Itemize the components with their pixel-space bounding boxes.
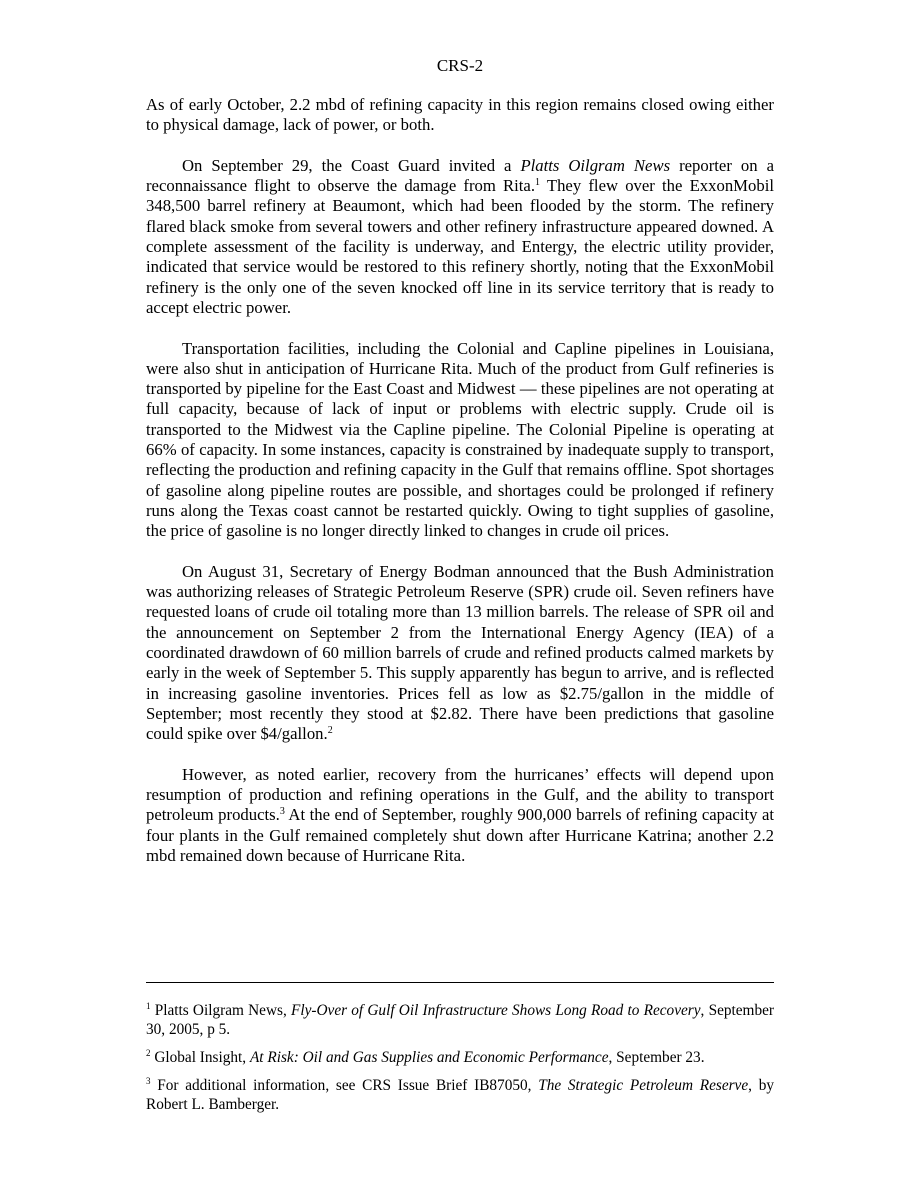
footnote-text: , September 30, 2005, p 5. — [146, 1002, 774, 1038]
paragraph-2-text: They flew over the ExxonMobil 348,500 barrel refinery at Beaumont, which had been flooded by the storm. The refinery flared black smoke from several towers and other refinery infrastructure appeared downed. A complete assessment of the facility is underway, and Entergy, the electric utility provider, indicated that service would be restored to this refinery shortly, noting that the ExxonMobil refinery is the only one of the seven knocked off line in its service territory that is ready to accept electric power. — [146, 176, 774, 317]
footnote-title: At Risk: Oil and Gas Supplies and Economic Performance — [249, 1049, 609, 1066]
footnote-3 — [146, 1076, 774, 1114]
paragraph-2-text: On September 29, the Coast Guard invited a — [182, 155, 521, 175]
footnote-text: Platts Oilgram News, — [150, 1002, 291, 1019]
footnote-number: 1 — [146, 1001, 151, 1011]
footnote-text: , by Robert L. Bamberger. — [146, 1077, 774, 1113]
paragraph-4-text: On August 31, Secretary of Energy Bodman announced that the Bush Administration was authorizing releases of Strategic Petroleum Reserve (SPR) crude oil. Seven refiners have requested loans of crude oil totaling more than 13 million barrels. The release of SPR oil and the announcement on September 2 from the International Energy Agency (IEA) of a coordinated drawdown of 60 million barrels of crude and refined products calmed markets by early in the week of September 5. This supply apparently has begun to arrive, and is reflected in increasing gasoline inventories. Prices fell as low as $2.75/gallon in the middle of September; most recently they stood at $2.82. There have been predictions that gasoline could spike over $4/gallon. — [146, 561, 774, 744]
publication-title: Platts Oilgram News — [520, 155, 671, 175]
page-header: CRS-2 — [436, 56, 484, 75]
footnote-text: Global Insight, — [150, 1049, 250, 1066]
footnote-ref-2[interactable]: 2 — [327, 725, 333, 737]
paragraph-1: As of early October, 2.2 mbd of refining capacity in this region remains closed owing either to physical damage, lack of power, or both. — [146, 95, 774, 135]
document-body — [146, 95, 774, 887]
footnote-title: The Strategic Petroleum Reserve — [538, 1077, 749, 1094]
paragraph-5-text: However, as noted earlier, recovery from the hurricanes’ effects will depend upon resumption of production and refining operations in the Gulf, and the ability to transport petroleum products. — [146, 764, 774, 825]
paragraph-3: Transportation facilities, including the Colonial and Capline pipelines in Louisiana, were also shut in anticipation of Hurricane Rita. Much of the product from Gulf refineries is transported by pipeline for the East Coast and Midwest — these pipelines are not operating at full capacity, because of lack of input or problems with electric supply. Crude oil is transported to the Midwest via the Capline pipeline. The Colonial Pipeline is operating at 66% of capacity. In some instances, capacity is constrained by inadequate supply to transport, reflecting the production and refining capacity in the Gulf that remains offline. Spot shortages of gasoline along pipeline routes are possible, and shortages could be prolonged if refinery runs along the Texas coast cannot be restarted quickly. Owing to tight supplies of gasoline, the price of gasoline is no longer directly linked to changes in crude oil prices. — [146, 338, 774, 541]
footnotes — [146, 1001, 774, 1123]
paragraph-5-text: At the end of September, roughly 900,000 barrels of refining capacity at four plants in the Gulf remained completely shut down after Hurricane Katrina; another 2.2 mbd remained down because of Hurricane Rita. — [146, 805, 775, 865]
footnote-number: 2 — [146, 1048, 151, 1058]
footnote-2 — [146, 1048, 774, 1067]
paragraph-2 — [146, 156, 774, 318]
paragraph-2-text: reporter on a reconnaissance flight to observe the damage from Rita. — [146, 155, 774, 196]
paragraph-5 — [146, 765, 774, 866]
footnote-title: Fly-Over of Gulf Oil Infrastructure Shows Long Road to Recovery — [291, 1002, 701, 1019]
footnote-text: , September 23. — [608, 1049, 705, 1066]
footnote-text: For additional information, see CRS Issue Brief IB87050, — [150, 1077, 539, 1094]
footnote-ref-3[interactable]: 3 — [279, 806, 285, 818]
paragraph-4 — [146, 562, 774, 745]
footnote-separator — [146, 982, 774, 983]
footnote-ref-1[interactable]: 1 — [535, 177, 541, 189]
footnote-number: 3 — [146, 1076, 151, 1086]
footnote-1 — [146, 1001, 774, 1039]
